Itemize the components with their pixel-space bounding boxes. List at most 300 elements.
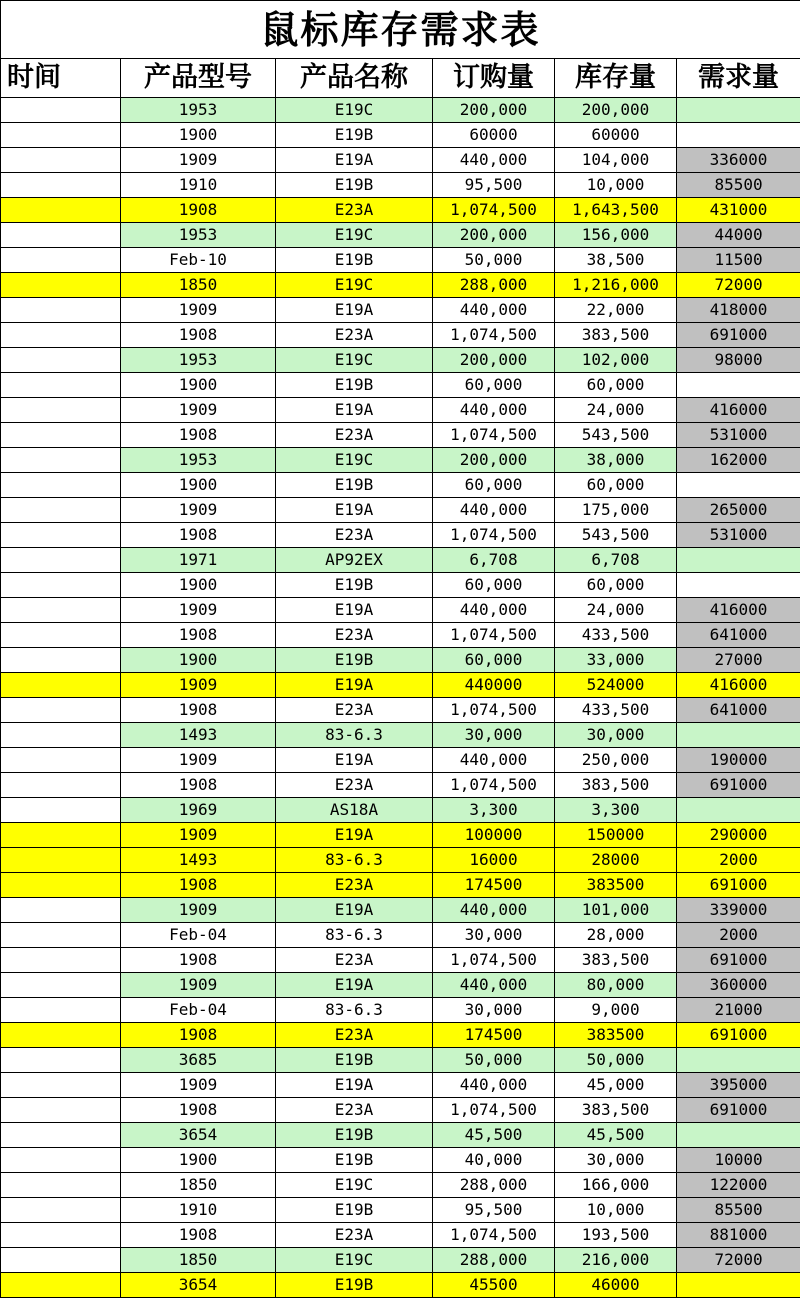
cell-stock-qty[interactable]: 80,000 [555, 973, 677, 998]
table-row [1, 373, 800, 398]
cell-model[interactable]: 1908 [121, 423, 276, 448]
cell-order-qty[interactable]: 440,000 [433, 1073, 555, 1098]
cell-order-qty[interactable]: 200,000 [433, 448, 555, 473]
cell-model[interactable]: 1850 [121, 1248, 276, 1273]
header-stock-qty[interactable]: 库存量 [555, 59, 677, 98]
cell-demand-qty[interactable] [677, 1273, 800, 1298]
cell-product-name[interactable]: E23A [276, 873, 433, 898]
cell-product-name[interactable]: E23A [276, 523, 433, 548]
cell-model[interactable]: 1908 [121, 523, 276, 548]
cell-demand-qty[interactable]: 691000 [677, 1023, 800, 1048]
cell-time[interactable] [1, 573, 121, 598]
cell-demand-qty[interactable]: 10000 [677, 1148, 800, 1173]
cell-order-qty[interactable]: 60000 [433, 123, 555, 148]
cell-model[interactable]: 1909 [121, 898, 276, 923]
cell-product-name[interactable]: E19A [276, 823, 433, 848]
cell-model[interactable]: 1909 [121, 598, 276, 623]
cell-time[interactable] [1, 998, 121, 1023]
cell-product-name[interactable]: E19C [276, 273, 433, 298]
cell-time[interactable] [1, 773, 121, 798]
cell-product-name[interactable]: E19C [276, 1248, 433, 1273]
cell-time[interactable] [1, 848, 121, 873]
cell-order-qty[interactable]: 1,074,500 [433, 423, 555, 448]
cell-model[interactable]: 1900 [121, 573, 276, 598]
cell-model[interactable]: 1909 [121, 398, 276, 423]
cell-model[interactable]: 3654 [121, 1273, 276, 1298]
cell-order-qty[interactable]: 174500 [433, 873, 555, 898]
cell-time[interactable] [1, 723, 121, 748]
cell-stock-qty[interactable]: 3,300 [555, 798, 677, 823]
cell-time[interactable] [1, 448, 121, 473]
cell-product-name[interactable]: E23A [276, 698, 433, 723]
cell-stock-qty[interactable]: 433,500 [555, 623, 677, 648]
cell-model[interactable]: Feb-04 [121, 923, 276, 948]
cell-time[interactable] [1, 1073, 121, 1098]
cell-order-qty[interactable]: 95,500 [433, 173, 555, 198]
cell-model[interactable]: 1908 [121, 1223, 276, 1248]
cell-stock-qty[interactable]: 24,000 [555, 398, 677, 423]
cell-product-name[interactable]: E19B [276, 1273, 433, 1298]
cell-model[interactable]: 1900 [121, 373, 276, 398]
cell-model[interactable]: 1850 [121, 273, 276, 298]
cell-time[interactable] [1, 498, 121, 523]
cell-stock-qty[interactable]: 1,643,500 [555, 198, 677, 223]
header-demand-qty[interactable]: 需求量 [677, 59, 800, 98]
table-row [1, 1273, 800, 1298]
cell-model[interactable]: 1493 [121, 848, 276, 873]
cell-demand-qty[interactable]: 641000 [677, 698, 800, 723]
cell-time[interactable] [1, 948, 121, 973]
cell-product-name[interactable]: E19B [276, 1198, 433, 1223]
cell-time[interactable] [1, 1198, 121, 1223]
cell-product-name[interactable]: E19B [276, 1048, 433, 1073]
cell-product-name[interactable]: E19C [276, 1173, 433, 1198]
cell-stock-qty[interactable]: 6,708 [555, 548, 677, 573]
cell-demand-qty[interactable]: 98000 [677, 348, 800, 373]
cell-model[interactable]: 1909 [121, 973, 276, 998]
cell-stock-qty[interactable]: 30,000 [555, 723, 677, 748]
cell-order-qty[interactable]: 288,000 [433, 273, 555, 298]
cell-time[interactable] [1, 823, 121, 848]
cell-model[interactable]: 1909 [121, 498, 276, 523]
cell-order-qty[interactable]: 6,708 [433, 548, 555, 573]
cell-model[interactable]: 1908 [121, 773, 276, 798]
cell-stock-qty[interactable]: 38,500 [555, 248, 677, 273]
cell-product-name[interactable]: E19A [276, 398, 433, 423]
table-row [1, 598, 800, 623]
cell-order-qty[interactable]: 200,000 [433, 348, 555, 373]
cell-product-name[interactable]: E19A [276, 898, 433, 923]
cell-stock-qty[interactable]: 28000 [555, 848, 677, 873]
cell-demand-qty[interactable]: 531000 [677, 423, 800, 448]
cell-order-qty[interactable]: 1,074,500 [433, 523, 555, 548]
cell-time[interactable] [1, 623, 121, 648]
cell-product-name[interactable]: E23A [276, 773, 433, 798]
cell-time[interactable] [1, 973, 121, 998]
cell-demand-qty[interactable]: 162000 [677, 448, 800, 473]
cell-demand-qty[interactable]: 691000 [677, 1098, 800, 1123]
cell-stock-qty[interactable]: 60000 [555, 123, 677, 148]
cell-demand-qty[interactable] [677, 373, 800, 398]
cell-stock-qty[interactable]: 543,500 [555, 523, 677, 548]
cell-model[interactable]: 1909 [121, 148, 276, 173]
cell-stock-qty[interactable]: 10,000 [555, 1198, 677, 1223]
cell-order-qty[interactable]: 440,000 [433, 148, 555, 173]
cell-model[interactable]: 1908 [121, 198, 276, 223]
cell-model[interactable]: 1900 [121, 648, 276, 673]
cell-stock-qty[interactable]: 24,000 [555, 598, 677, 623]
cell-time[interactable] [1, 273, 121, 298]
cell-order-qty[interactable]: 440,000 [433, 298, 555, 323]
cell-product-name[interactable]: E19A [276, 1073, 433, 1098]
cell-demand-qty[interactable]: 2000 [677, 848, 800, 873]
cell-product-name[interactable]: E19A [276, 673, 433, 698]
cell-order-qty[interactable]: 50,000 [433, 248, 555, 273]
cell-time[interactable] [1, 148, 121, 173]
cell-product-name[interactable]: E19B [276, 373, 433, 398]
cell-demand-qty[interactable]: 416000 [677, 398, 800, 423]
cell-product-name[interactable]: E19A [276, 298, 433, 323]
cell-time[interactable] [1, 423, 121, 448]
cell-product-name[interactable]: E19C [276, 348, 433, 373]
cell-model[interactable]: 1900 [121, 123, 276, 148]
cell-time[interactable] [1, 1148, 121, 1173]
cell-demand-qty[interactable]: 122000 [677, 1173, 800, 1198]
cell-order-qty[interactable]: 1,074,500 [433, 198, 555, 223]
cell-product-name[interactable]: E19B [276, 573, 433, 598]
cell-demand-qty[interactable] [677, 123, 800, 148]
cell-stock-qty[interactable]: 175,000 [555, 498, 677, 523]
cell-time[interactable] [1, 698, 121, 723]
cell-time[interactable] [1, 198, 121, 223]
cell-product-name[interactable]: 83-6.3 [276, 923, 433, 948]
cell-model[interactable]: Feb-10 [121, 248, 276, 273]
cell-order-qty[interactable]: 40,000 [433, 1148, 555, 1173]
cell-order-qty[interactable]: 1,074,500 [433, 948, 555, 973]
cell-order-qty[interactable]: 60,000 [433, 648, 555, 673]
cell-order-qty[interactable]: 200,000 [433, 223, 555, 248]
table-row [1, 1248, 800, 1273]
cell-time[interactable] [1, 798, 121, 823]
cell-product-name[interactable]: E23A [276, 1023, 433, 1048]
cell-time[interactable] [1, 98, 121, 123]
cell-product-name[interactable]: E19C [276, 223, 433, 248]
cell-stock-qty[interactable]: 383,500 [555, 323, 677, 348]
cell-product-name[interactable]: E19B [276, 648, 433, 673]
cell-product-name[interactable]: E23A [276, 423, 433, 448]
cell-model[interactable]: 1909 [121, 1073, 276, 1098]
cell-time[interactable] [1, 298, 121, 323]
cell-demand-qty[interactable]: 44000 [677, 223, 800, 248]
cell-stock-qty[interactable]: 102,000 [555, 348, 677, 373]
cell-stock-qty[interactable]: 101,000 [555, 898, 677, 923]
cell-order-qty[interactable]: 95,500 [433, 1198, 555, 1223]
cell-stock-qty[interactable]: 46000 [555, 1273, 677, 1298]
cell-product-name[interactable]: 83-6.3 [276, 848, 433, 873]
cell-order-qty[interactable]: 45500 [433, 1273, 555, 1298]
cell-order-qty[interactable]: 440,000 [433, 598, 555, 623]
cell-order-qty[interactable]: 45,500 [433, 1123, 555, 1148]
cell-time[interactable] [1, 598, 121, 623]
cell-demand-qty[interactable]: 2000 [677, 923, 800, 948]
cell-time[interactable] [1, 748, 121, 773]
cell-order-qty[interactable]: 30,000 [433, 723, 555, 748]
cell-model[interactable]: 1908 [121, 323, 276, 348]
cell-demand-qty[interactable]: 641000 [677, 623, 800, 648]
cell-demand-qty[interactable]: 85500 [677, 173, 800, 198]
cell-stock-qty[interactable]: 60,000 [555, 473, 677, 498]
cell-stock-qty[interactable]: 193,500 [555, 1223, 677, 1248]
cell-product-name[interactable]: AS18A [276, 798, 433, 823]
cell-demand-qty[interactable]: 416000 [677, 598, 800, 623]
cell-model[interactable]: 1953 [121, 348, 276, 373]
cell-order-qty[interactable]: 1,074,500 [433, 623, 555, 648]
cell-time[interactable] [1, 473, 121, 498]
cell-demand-qty[interactable] [677, 1123, 800, 1148]
cell-order-qty[interactable]: 440,000 [433, 748, 555, 773]
cell-model[interactable]: 1909 [121, 298, 276, 323]
cell-demand-qty[interactable]: 85500 [677, 1198, 800, 1223]
cell-order-qty[interactable]: 50,000 [433, 1048, 555, 1073]
cell-product-name[interactable]: E19B [276, 1148, 433, 1173]
cell-demand-qty[interactable]: 418000 [677, 298, 800, 323]
cell-order-qty[interactable]: 1,074,500 [433, 698, 555, 723]
cell-time[interactable] [1, 348, 121, 373]
cell-stock-qty[interactable]: 150000 [555, 823, 677, 848]
cell-demand-qty[interactable] [677, 723, 800, 748]
cell-order-qty[interactable]: 440000 [433, 673, 555, 698]
cell-stock-qty[interactable]: 28,000 [555, 923, 677, 948]
cell-stock-qty[interactable]: 60,000 [555, 373, 677, 398]
cell-demand-qty[interactable]: 691000 [677, 773, 800, 798]
cell-product-name[interactable]: E19A [276, 498, 433, 523]
cell-demand-qty[interactable] [677, 1048, 800, 1073]
cell-time[interactable] [1, 1248, 121, 1273]
cell-stock-qty[interactable]: 50,000 [555, 1048, 677, 1073]
cell-demand-qty[interactable]: 190000 [677, 748, 800, 773]
cell-stock-qty[interactable]: 33,000 [555, 648, 677, 673]
cell-product-name[interactable]: 83-6.3 [276, 723, 433, 748]
cell-order-qty[interactable]: 440,000 [433, 973, 555, 998]
cell-product-name[interactable]: E19B [276, 173, 433, 198]
cell-demand-qty[interactable]: 691000 [677, 948, 800, 973]
cell-order-qty[interactable]: 16000 [433, 848, 555, 873]
cell-demand-qty[interactable]: 691000 [677, 323, 800, 348]
cell-stock-qty[interactable]: 383,500 [555, 1098, 677, 1123]
cell-product-name[interactable]: AP92EX [276, 548, 433, 573]
cell-time[interactable] [1, 1048, 121, 1073]
cell-time[interactable] [1, 1173, 121, 1198]
cell-time[interactable] [1, 1273, 121, 1298]
cell-demand-qty[interactable]: 11500 [677, 248, 800, 273]
cell-stock-qty[interactable]: 216,000 [555, 1248, 677, 1273]
cell-time[interactable] [1, 398, 121, 423]
cell-model[interactable]: Feb-04 [121, 998, 276, 1023]
cell-product-name[interactable]: E23A [276, 948, 433, 973]
cell-stock-qty[interactable]: 10,000 [555, 173, 677, 198]
cell-product-name[interactable]: E19B [276, 248, 433, 273]
cell-product-name[interactable]: E19C [276, 448, 433, 473]
cell-model[interactable]: 1971 [121, 548, 276, 573]
cell-product-name[interactable]: E19A [276, 748, 433, 773]
cell-order-qty[interactable]: 1,074,500 [433, 1223, 555, 1248]
cell-order-qty[interactable]: 60,000 [433, 373, 555, 398]
cell-product-name[interactable]: E23A [276, 323, 433, 348]
cell-time[interactable] [1, 373, 121, 398]
cell-order-qty[interactable]: 3,300 [433, 798, 555, 823]
cell-demand-qty[interactable]: 27000 [677, 648, 800, 673]
header-product-name[interactable]: 产品名称 [276, 59, 433, 98]
cell-time[interactable] [1, 248, 121, 273]
cell-model[interactable]: 3685 [121, 1048, 276, 1073]
cell-model[interactable]: 1910 [121, 1198, 276, 1223]
cell-stock-qty[interactable]: 1,216,000 [555, 273, 677, 298]
cell-stock-qty[interactable]: 60,000 [555, 573, 677, 598]
cell-demand-qty[interactable]: 339000 [677, 898, 800, 923]
cell-model[interactable]: 1953 [121, 223, 276, 248]
cell-time[interactable] [1, 123, 121, 148]
cell-stock-qty[interactable]: 22,000 [555, 298, 677, 323]
cell-product-name[interactable]: E19B [276, 1123, 433, 1148]
cell-order-qty[interactable]: 440,000 [433, 498, 555, 523]
cell-product-name[interactable]: 83-6.3 [276, 998, 433, 1023]
cell-demand-qty[interactable]: 881000 [677, 1223, 800, 1248]
cell-model[interactable]: 1908 [121, 623, 276, 648]
cell-stock-qty[interactable]: 166,000 [555, 1173, 677, 1198]
cell-model[interactable]: 1953 [121, 98, 276, 123]
cell-order-qty[interactable]: 200,000 [433, 98, 555, 123]
cell-demand-qty[interactable] [677, 98, 800, 123]
cell-order-qty[interactable]: 440,000 [433, 898, 555, 923]
cell-demand-qty[interactable]: 431000 [677, 198, 800, 223]
cell-order-qty[interactable]: 440,000 [433, 398, 555, 423]
header-time[interactable]: 时间 [1, 59, 121, 98]
cell-product-name[interactable]: E19B [276, 123, 433, 148]
cell-order-qty[interactable]: 30,000 [433, 998, 555, 1023]
cell-demand-qty[interactable] [677, 473, 800, 498]
cell-model[interactable]: 1953 [121, 448, 276, 473]
cell-product-name[interactable]: E23A [276, 623, 433, 648]
cell-demand-qty[interactable]: 531000 [677, 523, 800, 548]
cell-demand-qty[interactable]: 395000 [677, 1073, 800, 1098]
cell-stock-qty[interactable]: 433,500 [555, 698, 677, 723]
cell-model[interactable]: 1900 [121, 1148, 276, 1173]
cell-model[interactable]: 1910 [121, 173, 276, 198]
cell-demand-qty[interactable] [677, 548, 800, 573]
cell-stock-qty[interactable]: 30,000 [555, 1148, 677, 1173]
cell-model[interactable]: 1900 [121, 473, 276, 498]
cell-time[interactable] [1, 223, 121, 248]
cell-order-qty[interactable]: 1,074,500 [433, 323, 555, 348]
cell-demand-qty[interactable]: 336000 [677, 148, 800, 173]
cell-model[interactable]: 1909 [121, 823, 276, 848]
cell-stock-qty[interactable]: 383500 [555, 873, 677, 898]
cell-model[interactable]: 1909 [121, 748, 276, 773]
cell-time[interactable] [1, 923, 121, 948]
cell-model[interactable]: 1850 [121, 1173, 276, 1198]
cell-demand-qty[interactable]: 360000 [677, 973, 800, 998]
table-row [1, 698, 800, 723]
header-order-qty[interactable]: 订购量 [433, 59, 555, 98]
cell-stock-qty[interactable]: 383500 [555, 1023, 677, 1048]
cell-stock-qty[interactable]: 250,000 [555, 748, 677, 773]
cell-time[interactable] [1, 648, 121, 673]
cell-order-qty[interactable]: 1,074,500 [433, 1098, 555, 1123]
cell-demand-qty[interactable]: 72000 [677, 273, 800, 298]
table-row [1, 923, 800, 948]
cell-demand-qty[interactable]: 290000 [677, 823, 800, 848]
cell-product-name[interactable]: E19A [276, 973, 433, 998]
cell-demand-qty[interactable]: 416000 [677, 673, 800, 698]
cell-stock-qty[interactable]: 156,000 [555, 223, 677, 248]
cell-time[interactable] [1, 1223, 121, 1248]
cell-order-qty[interactable]: 288,000 [433, 1248, 555, 1273]
cell-model[interactable]: 1908 [121, 948, 276, 973]
cell-model[interactable]: 3654 [121, 1123, 276, 1148]
cell-stock-qty[interactable]: 524000 [555, 673, 677, 698]
cell-order-qty[interactable]: 60,000 [433, 573, 555, 598]
cell-product-name[interactable]: E23A [276, 198, 433, 223]
cell-time[interactable] [1, 1123, 121, 1148]
cell-time[interactable] [1, 873, 121, 898]
cell-stock-qty[interactable]: 383,500 [555, 948, 677, 973]
cell-time[interactable] [1, 173, 121, 198]
cell-time[interactable] [1, 898, 121, 923]
cell-stock-qty[interactable]: 45,500 [555, 1123, 677, 1148]
cell-product-name[interactable]: E19A [276, 148, 433, 173]
cell-stock-qty[interactable]: 38,000 [555, 448, 677, 473]
cell-time[interactable] [1, 1023, 121, 1048]
cell-product-name[interactable]: E19B [276, 473, 433, 498]
cell-stock-qty[interactable]: 9,000 [555, 998, 677, 1023]
cell-stock-qty[interactable]: 383,500 [555, 773, 677, 798]
cell-product-name[interactable]: E23A [276, 1223, 433, 1248]
cell-time[interactable] [1, 673, 121, 698]
header-model[interactable]: 产品型号 [121, 59, 276, 98]
cell-demand-qty[interactable]: 265000 [677, 498, 800, 523]
cell-model[interactable]: 1908 [121, 873, 276, 898]
cell-stock-qty[interactable]: 543,500 [555, 423, 677, 448]
cell-model[interactable]: 1909 [121, 673, 276, 698]
cell-time[interactable] [1, 1098, 121, 1123]
cell-stock-qty[interactable]: 200,000 [555, 98, 677, 123]
cell-demand-qty[interactable]: 72000 [677, 1248, 800, 1273]
cell-demand-qty[interactable]: 21000 [677, 998, 800, 1023]
cell-demand-qty[interactable] [677, 573, 800, 598]
cell-product-name[interactable]: E19C [276, 98, 433, 123]
cell-order-qty[interactable]: 174500 [433, 1023, 555, 1048]
cell-order-qty[interactable]: 1,074,500 [433, 773, 555, 798]
cell-model[interactable]: 1908 [121, 698, 276, 723]
cell-order-qty[interactable]: 288,000 [433, 1173, 555, 1198]
cell-model[interactable]: 1969 [121, 798, 276, 823]
cell-order-qty[interactable]: 30,000 [433, 923, 555, 948]
cell-time[interactable] [1, 523, 121, 548]
cell-demand-qty[interactable]: 691000 [677, 873, 800, 898]
cell-model[interactable]: 1908 [121, 1098, 276, 1123]
cell-order-qty[interactable]: 100000 [433, 823, 555, 848]
cell-stock-qty[interactable]: 45,000 [555, 1073, 677, 1098]
cell-product-name[interactable]: E19A [276, 598, 433, 623]
cell-time[interactable] [1, 548, 121, 573]
cell-time[interactable] [1, 323, 121, 348]
cell-model[interactable]: 1908 [121, 1023, 276, 1048]
cell-order-qty[interactable]: 60,000 [433, 473, 555, 498]
cell-demand-qty[interactable] [677, 798, 800, 823]
cell-product-name[interactable]: E23A [276, 1098, 433, 1123]
cell-model[interactable]: 1493 [121, 723, 276, 748]
cell-stock-qty[interactable]: 104,000 [555, 148, 677, 173]
